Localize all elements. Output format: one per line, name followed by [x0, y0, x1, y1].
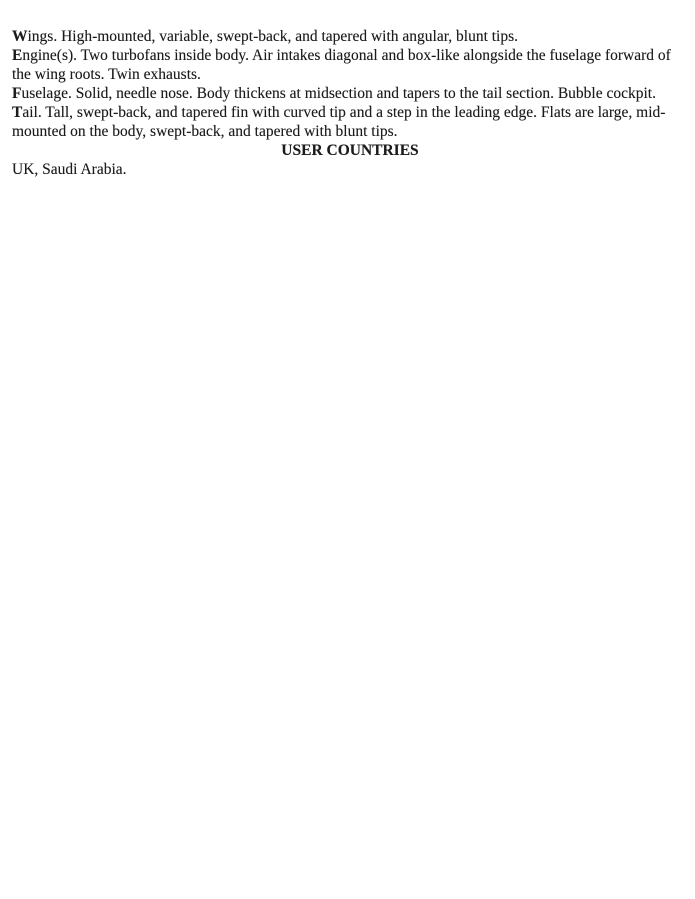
paragraph-wings-lead-letter: W	[12, 28, 28, 45]
paragraph-wings-text: ings. High-mounted, variable, swept-back, and tapered with angular, blunt tips.	[27, 28, 519, 45]
user-countries-list: UK, Saudi Arabia.	[12, 161, 127, 178]
paragraph-engines-text: ngine(s). Two turbofans inside body. Air intakes diagonal and box-like alongside the fuselage forward of the wing roots. Twin exhausts.	[12, 47, 671, 83]
paragraph-fuselage-text: uselage. Solid, needle nose. Body thickens at midsection and tapers to the tail section. Bubble cockpit.	[21, 85, 656, 102]
paragraph-tail-lead-letter: T	[12, 104, 23, 121]
paragraph-tail-text: ail. Tall, swept-back, and tapered fin with curved tip and a step in the leading edge. Flats are large, mid-mounted on the body, swept-back, and tapered with blunt tips.	[12, 104, 666, 140]
document-text-block	[12, 27, 688, 179]
paragraph-fuselage	[12, 84, 688, 103]
paragraph-fuselage-lead-letter: F	[12, 85, 22, 102]
paragraph-engines	[12, 46, 688, 84]
user-countries-heading: USER COUNTRIES	[281, 142, 419, 159]
paragraph-tail	[12, 103, 688, 141]
paragraph-engines-lead-letter: E	[12, 47, 23, 64]
paragraph-wings	[12, 27, 688, 46]
